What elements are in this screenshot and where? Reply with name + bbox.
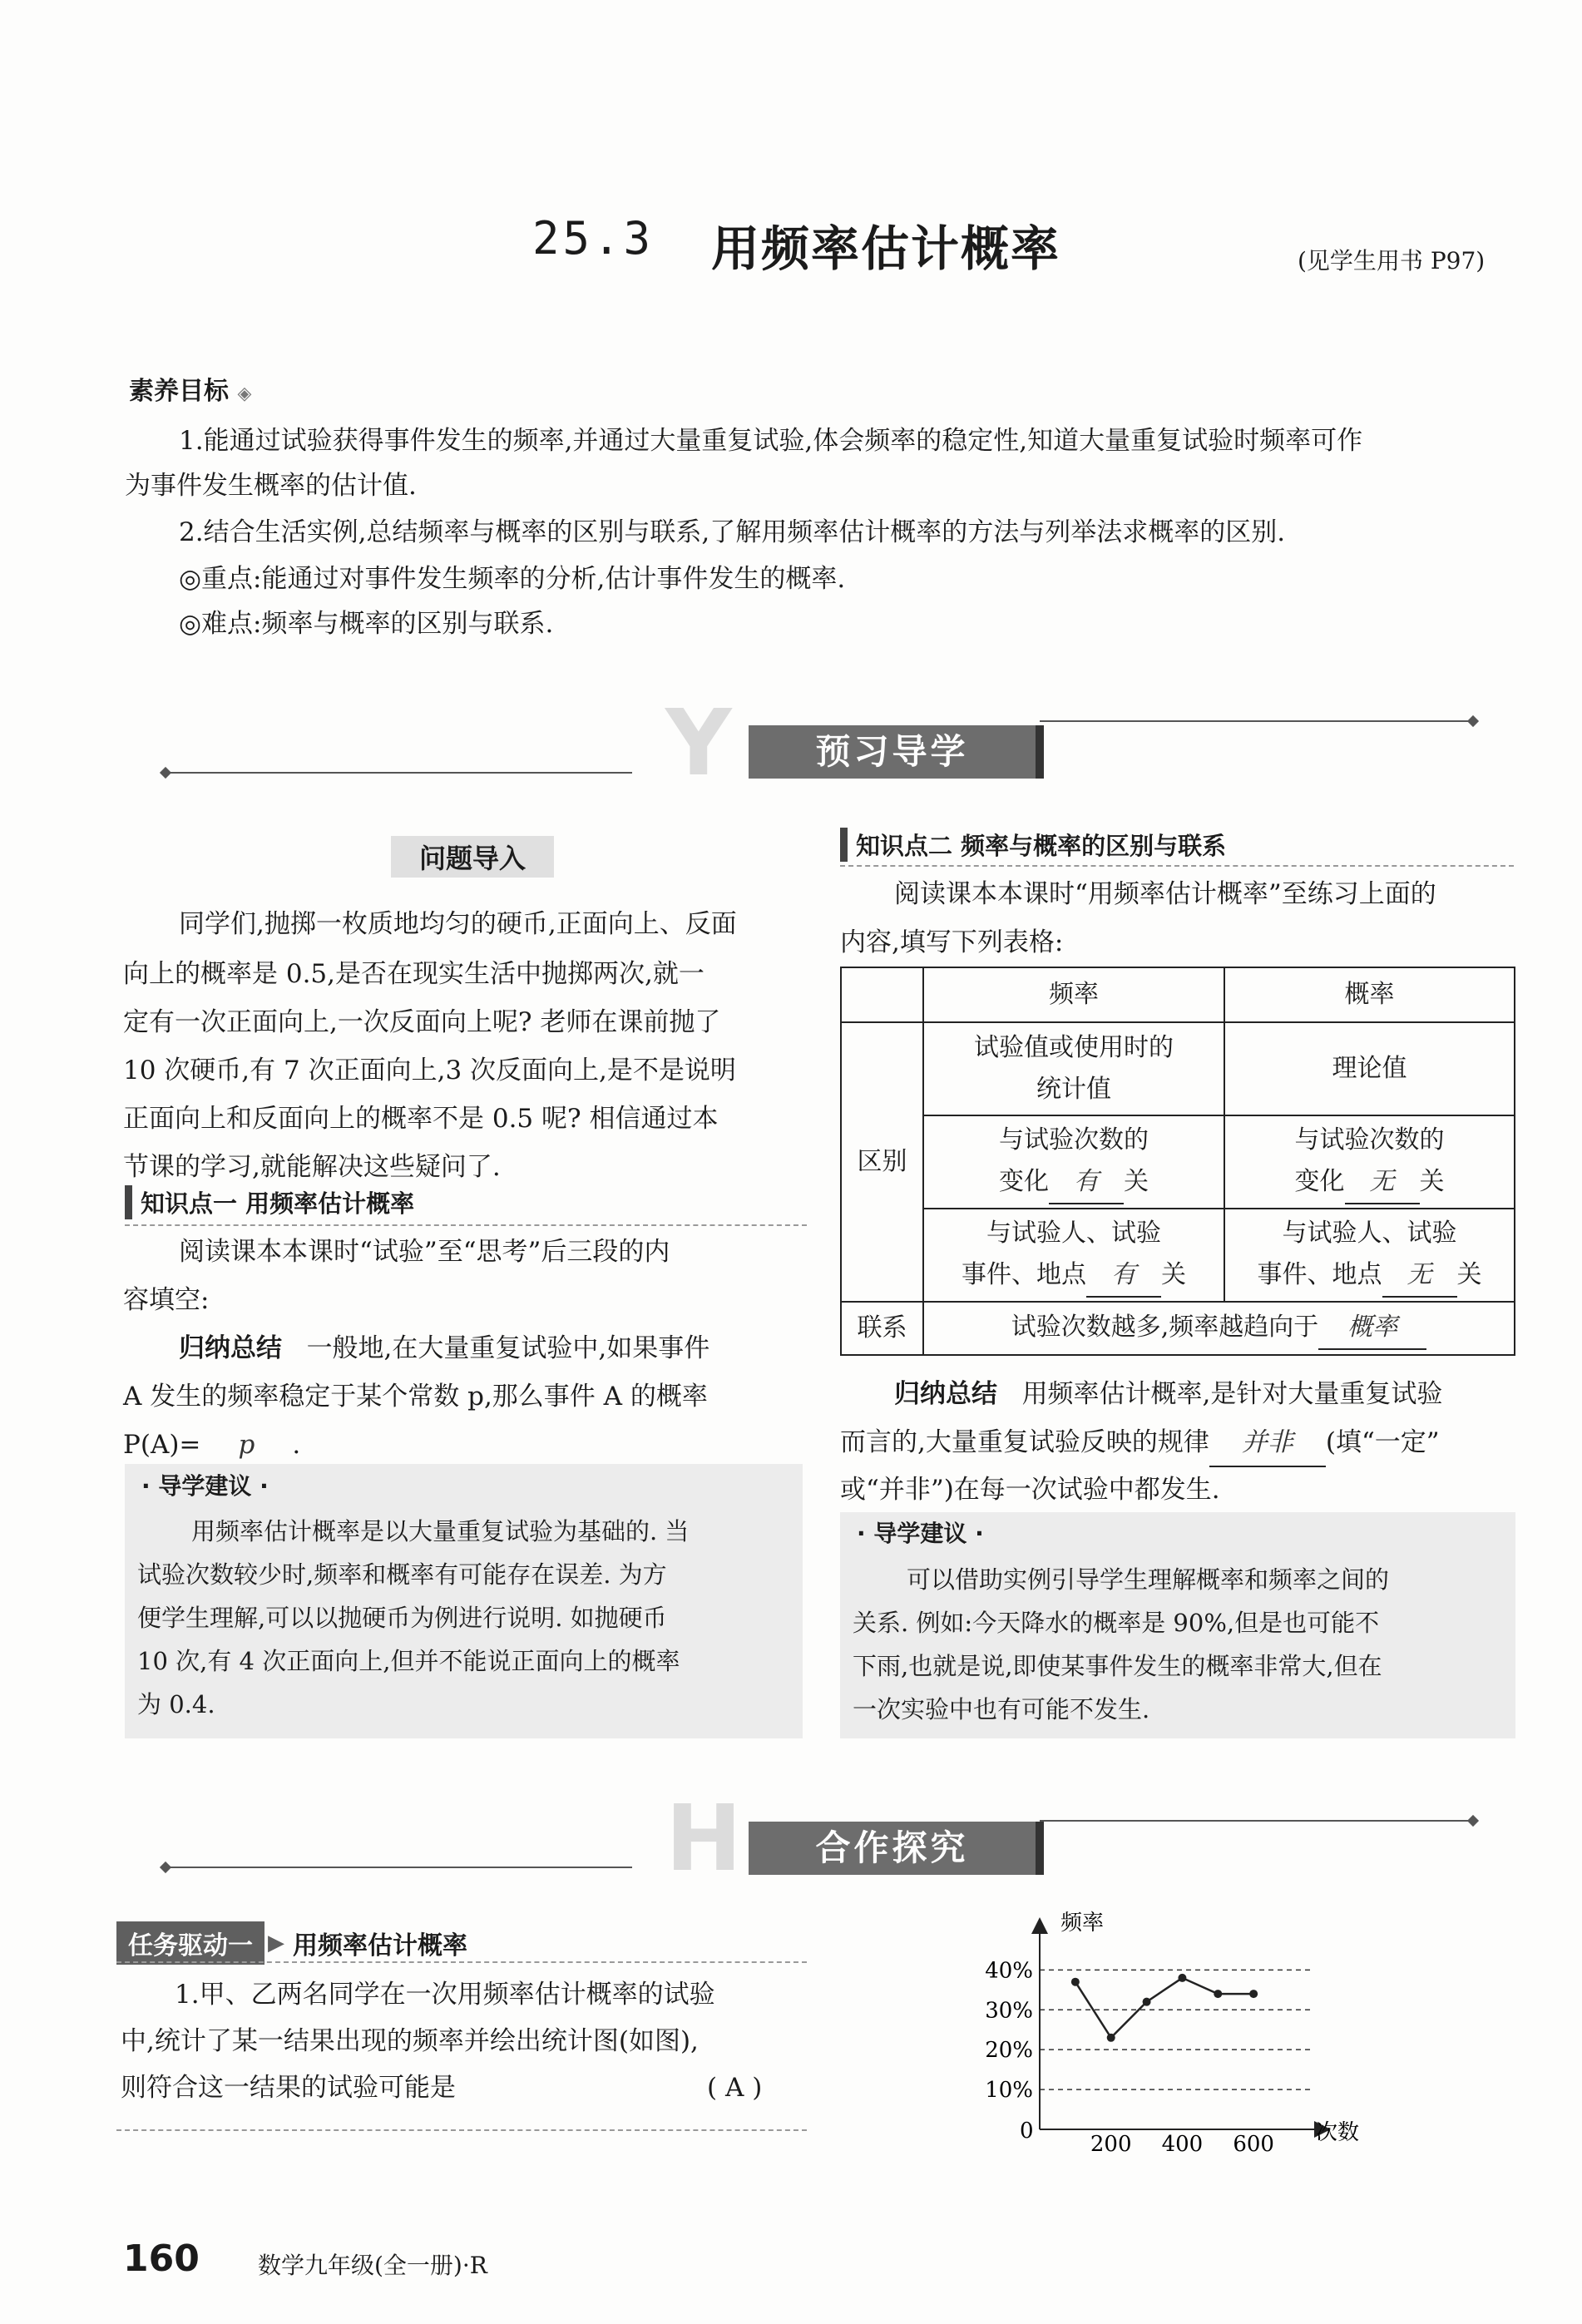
intro-line-1: 同学们,抛掷一枚质地均匀的硬币,正面向上、反面	[179, 909, 737, 939]
kp2-read-line-2: 内容,填写下列表格:	[840, 927, 1064, 957]
banner-rule-right	[1040, 720, 1472, 722]
series-line	[1075, 1978, 1253, 2038]
dashed-divider	[125, 1224, 807, 1226]
table-corner-cell	[841, 967, 923, 1022]
answer-blank: 无	[1345, 1161, 1420, 1204]
table-header-probability: 概率	[1224, 967, 1515, 1022]
advice-line: 试验次数较少时,频率和概率有可能存在误差. 为方	[137, 1560, 667, 1589]
diamond-icon: ◈	[237, 383, 252, 404]
advice-line: 下雨,也就是说,即使某事件发生的概率非常大,但在	[853, 1652, 1382, 1680]
intro-line-2: 向上的概率是 0.5,是否在现实生活中抛掷两次,就一	[123, 959, 704, 989]
kp1-summary-line-3: P(A)= p .	[123, 1422, 300, 1470]
question-line-1: 1.甲、乙两名同学在一次用频率估计概率的试验	[175, 1980, 715, 2010]
kp2-read-line-1: 阅读课本本课时“用频率估计概率”至练习上面的	[894, 879, 1436, 909]
triangle-icon: ▶	[268, 1931, 284, 1956]
kp1-summary-line-2: A 发生的频率稳定于某个常数 p,那么事件 A 的概率	[123, 1382, 708, 1412]
goal-difficult-point: ◎难点:频率与概率的区别与联系.	[179, 609, 554, 639]
table-header-frequency: 频率	[923, 967, 1224, 1022]
task-heading	[116, 1921, 467, 1965]
rule-end-dot	[1467, 1815, 1479, 1827]
banner-rule-right	[1040, 1820, 1472, 1822]
x-tick-label: 200	[1090, 2132, 1132, 2154]
x-axis-label: 次数	[1316, 2120, 1360, 2145]
data-point	[1143, 1998, 1151, 2006]
knowledge-point-1-heading: 知识点一 用频率估计概率	[125, 1185, 414, 1219]
x-tick-label: 400	[1161, 2132, 1204, 2154]
question-line-3: 则符合这一结果的试验可能是	[121, 2073, 456, 2103]
goals-heading: 素养目标 ◈	[129, 377, 252, 406]
advice-line: 便学生理解,可以以抛硬币为例进行说明. 如抛硬币	[137, 1604, 667, 1632]
table-cell: 理论值	[1224, 1022, 1515, 1115]
dashed-divider	[840, 865, 1514, 867]
banner-rule-left	[166, 1867, 632, 1868]
knowledge-point-2-heading: 知识点二 频率与概率的区别与联系	[840, 828, 1226, 862]
intro-heading: 问题导入	[391, 836, 554, 878]
y-tick-label: 20%	[985, 2038, 1033, 2064]
table-cell: 试验值或使用时的 统计值	[923, 1022, 1224, 1115]
kp1-read-line-1: 阅读课本本课时“试验”至“思考”后三段的内	[179, 1237, 670, 1267]
answer-blank: 并非	[1209, 1419, 1326, 1467]
page-title: 用频率估计概率	[711, 220, 1061, 277]
table-cell: 与试验人、试验 事件、地点 有 关	[923, 1209, 1224, 1302]
kp2-summary: 归纳总结 用频率估计概率,是针对大量重复试验	[894, 1379, 1443, 1409]
table-cell: 与试验人、试验 事件、地点 无 关	[1224, 1209, 1515, 1302]
advice-line: 可以借助实例引导学生理解概率和频率之间的	[907, 1565, 1390, 1594]
goal-item-1-line-1: 1.能通过试验获得事件发生的频率,并通过大量重复试验,体会频率的稳定性,知道大量重复试验时频率可作	[179, 426, 1363, 456]
book-title: 数学九年级(全一册)·R	[258, 2252, 487, 2279]
intro-line-4: 10 次硬币,有 7 次正面向上,3 次反面向上,是不是说明	[123, 1056, 736, 1085]
data-point	[1178, 1974, 1186, 1982]
advice-heading: · 导学建议 ·	[857, 1520, 984, 1547]
banner-rule-left	[166, 772, 632, 774]
data-point	[1071, 1978, 1080, 1986]
kp2-summary-line-3: 或“并非”)在每一次试验中都发生.	[840, 1475, 1220, 1505]
goal-item-1-line-2: 为事件发生概率的估计值.	[125, 471, 417, 501]
question-line-2: 中,统计了某一结果出现的频率并绘出统计图(如图),	[121, 2026, 699, 2056]
answer-blank: p	[200, 1422, 292, 1470]
answer-blank: 概率	[1318, 1307, 1426, 1350]
table-cell: 试验次数越多,频率越趋向于 概率	[923, 1302, 1515, 1355]
table-row-label-difference: 区别	[841, 1022, 923, 1302]
table-cell: 与试验次数的 变化 有 关	[923, 1115, 1224, 1209]
banner-cooperative-exploration: 合作探究	[749, 1822, 1044, 1875]
advice-line: 一次实验中也有可能不发生.	[853, 1695, 1150, 1723]
question-answer: ( A )	[707, 2073, 763, 2103]
rule-end-dot	[160, 767, 171, 779]
rule-end-dot	[1467, 715, 1479, 727]
goal-key-point: ◎重点:能通过对事件发生频率的分析,估计事件发生的概率.	[179, 564, 846, 594]
book-reference: (见学生用书 P97)	[1298, 247, 1486, 274]
table-cell: 与试验次数的 变化 无 关	[1224, 1115, 1515, 1209]
intro-line-5: 正面向上和反面向上的概率不是 0.5 呢? 相信通过本	[123, 1104, 719, 1134]
task-tag: 任务驱动一	[116, 1921, 264, 1965]
frequency-probability-table	[840, 967, 1515, 1356]
data-point	[1107, 2034, 1115, 2042]
frequency-line-chart	[973, 1905, 1406, 2154]
answer-blank: 无	[1382, 1254, 1457, 1298]
task-title: 用频率估计概率	[293, 1931, 467, 1961]
section-number: 25.3	[532, 212, 655, 265]
data-point	[1214, 1990, 1222, 1998]
y-tick-label: 10%	[985, 2078, 1033, 2104]
advice-line: 10 次,有 4 次正面向上,但并不能说正面向上的概率	[137, 1647, 680, 1675]
advice-line: 关系. 例如:今天降水的概率是 90%,但是也可能不	[853, 1609, 1380, 1637]
intro-line-6: 节课的学习,就能解决这些疑问了.	[123, 1152, 501, 1182]
dashed-divider	[116, 1961, 807, 1963]
advice-line: 为 0.4.	[137, 1690, 215, 1718]
page-number: 160	[123, 2237, 200, 2280]
intro-line-3: 定有一次正面向上,一次反面向上呢? 老师在课前抛了	[123, 1007, 721, 1037]
advice-heading: · 导学建议 ·	[141, 1472, 269, 1500]
rule-end-dot	[160, 1862, 171, 1873]
kp2-summary-line-2: 而言的,大量重复试验反映的规律 并非 (填“一定”	[840, 1419, 1440, 1467]
summary-label: 归纳总结	[179, 1333, 282, 1363]
y-tick-label: 40%	[985, 1958, 1033, 1984]
kp1-read-line-2: 容填空:	[123, 1285, 210, 1315]
answer-blank: 有	[1086, 1254, 1161, 1298]
y-tick-label: 30%	[985, 1998, 1033, 2024]
banner-preview-study: 预习导学	[749, 725, 1044, 779]
dashed-divider	[116, 2129, 807, 2131]
y-axis-label: 频率	[1060, 1911, 1105, 1936]
origin-label: 0	[1020, 2119, 1034, 2144]
x-tick-label: 600	[1233, 2132, 1274, 2154]
advice-line: 用频率估计概率是以大量重复试验为基础的. 当	[191, 1517, 690, 1545]
goal-item-2: 2.结合生活实例,总结频率与概率的区别与联系,了解用频率估计概率的方法与列举法求概率的区别.	[179, 517, 1286, 547]
banner-decorative-letter: H	[665, 1785, 743, 1891]
data-point	[1249, 1990, 1258, 1998]
kp1-summary: 归纳总结 一般地,在大量重复试验中,如果事件	[179, 1333, 710, 1363]
summary-label: 归纳总结	[894, 1379, 997, 1409]
answer-blank: 有	[1049, 1161, 1124, 1204]
banner-decorative-letter: Y	[665, 690, 732, 796]
table-row-label-link: 联系	[841, 1302, 923, 1355]
